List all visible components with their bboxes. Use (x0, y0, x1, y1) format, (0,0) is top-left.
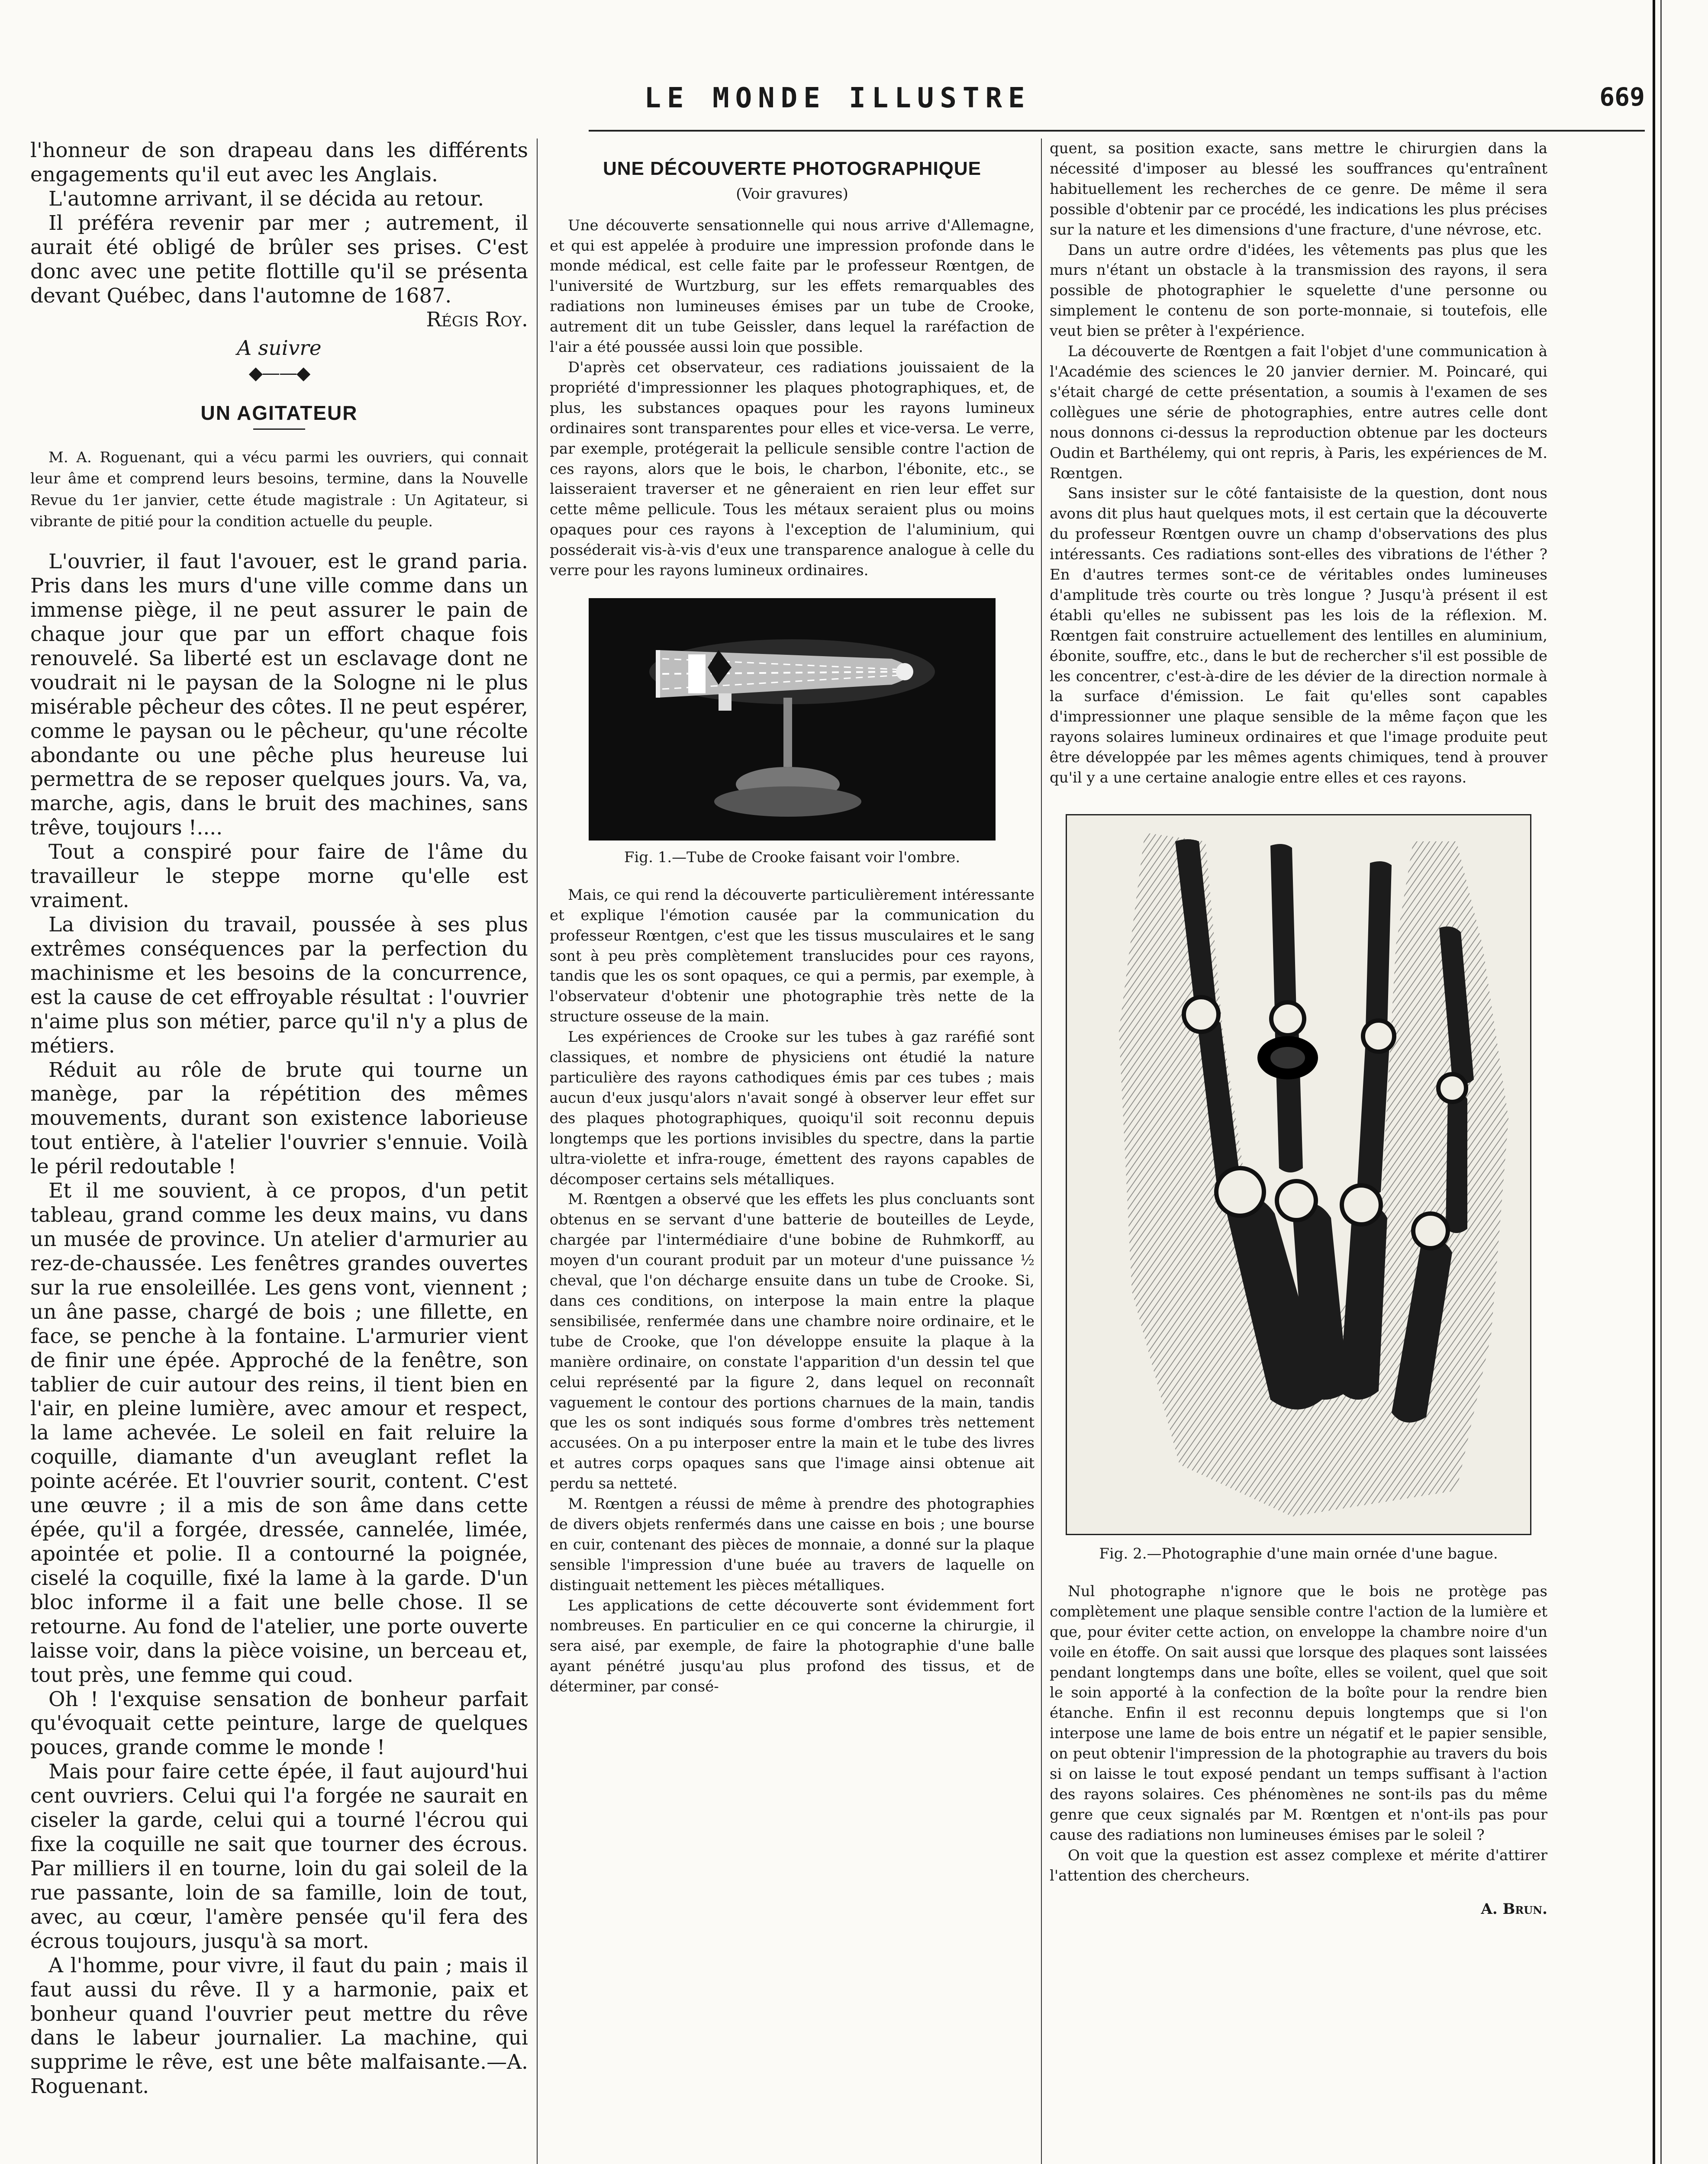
article-title-decouverte: UNE DÉCOUVERTE PHOTOGRAPHIQUE (603, 158, 982, 179)
article-paragraph: M. Rœntgen a observé que les effets les plus concluants sont obtenus en se servant d'une batterie de bouteilles de Leyde, chargée par l'intermédiaire d'une bobine de Ruhmkorff, au moyen d'un courant produit par un moteur d'une puissance ½ cheval, que l'on décharge ensuite dans un tube de Crooke. Si, dans ces conditions, on interpose la main entre la plaque sensibilisée, renfermée dans une chambre noire ordinaire, et le tube de Crooke, que l'on développe ensuite la plaque à la manière ordinaire, on constate l'apparition d'un dessin tel que celui représenté par la figure 2, dans lequel on reconnaît vaguement le contour des portions charnues de la main, tandis que les os sont indiqués sous forme d'ombres très nettement accusées. On a pu interposer entre la main et le tube des livres et autres corps opaques sans que l'image ainsi obtenue ait perdu sa netteté. (550, 1191, 1034, 1493)
column-2 (550, 138, 1034, 2164)
crookes-tube-icon (589, 598, 996, 840)
a-suivre: A suivre (237, 336, 322, 361)
article-subtitle: (Voir gravures) (736, 185, 848, 203)
page-edge (1653, 0, 1655, 2164)
xray-hand-icon (1067, 815, 1530, 1534)
ornament-divider: ◆——◆ (248, 362, 310, 384)
page-number: 669 (1599, 82, 1645, 112)
fig1-caption: Fig. 1.—Tube de Crooke faisant voir l'ombre. (624, 848, 960, 866)
article-paragraph: Tout a conspiré pour faire de l'âme du travailleur le steppe morne qu'elle est vraiment. (30, 840, 528, 913)
article-paragraph: Mais, ce qui rend la découverte particulièrement intéressante et explique l'émotion causée par la communication du professeur Rœntgen, c'est que les tissus musculaires et le sang sont à peu près complètement translucides pour ces rayons, tandis que les os sont opaques, ce qui a permis, par exemple, à l'observateur d'obtenir une photographie très nette de la structure osseuse de la main. (550, 886, 1034, 1026)
article-paragraph: Réduit au rôle de brute qui tourne un manège, par la répétition des mêmes mouvements, durant son existence laborieuse tout entière, à l'atelier l'ouvrier s'ennuie. Voilà le péril redoutable ! (30, 1058, 528, 1179)
article-paragraph: D'après cet observateur, ces radiations jouissaient de la propriété d'impressionner les plaques photographiques, et, de plus, les substances opaques pour les rayons lumineux ordinaires sont transparentes pour elles et vice-versa. Le verre, par exemple, protégerait la pellicule sensible contre l'action de ces rayons, alors que le bois, le charbon, l'ébonite, etc., se laisseraient traverser et ne gêneraient en rien leur effet sur cette même pellicule. Tous les métaux seraient plus ou moins opaques pour ces rayons à l'exception de l'aluminium, qui posséderait vis-à-vis d'eux une transparence analogue à celle du verre pour les rayons lumineux ordinaires. (550, 358, 1034, 580)
column-1 (30, 138, 528, 2164)
article-paragraph: Les expériences de Crooke sur les tubes à gaz raréfié sont classiques, et nombre de physiciens ont étudié la nature particulière des rayons cathodiques émis par ces tubes ; mais aucun d'eux jusqu'alors n'avait songé à observer leur effet sur des plaques photographiques, quoiqu'il soit reconnu depuis longtemps que les portions invisibles du spectre, dans la partie ultra-violette et infra-rouge, émettent des rayons capables de décomposer certains sels métalliques. (550, 1028, 1034, 1188)
article-paragraph: L'ouvrier, il faut l'avouer, est le grand paria. Pris dans les murs d'une ville comme dans un immense piège, il ne peut assurer le pain de chaque jour que par un effort chaque fois renouvelé. Sa liberté est un esclavage dont ne voudrait ni le paysan de la Sologne ni le plus misérable pêcheur des côtes. Il ne peut espérer, comme le paysan ou le pêcheur, qu'une récolte abondante ou une pêche plus heureuse lui permettra de se reposer quelques jours. Va, va, marche, agis, dans le bruit des machines, sans trêve, toujours !.... (30, 550, 528, 840)
page-edge-2 (1660, 0, 1662, 2164)
masthead-title: LE MONDE ILLUSTRE (644, 82, 1031, 114)
article-paragraph: On voit que la question est assez complexe et mérite d'attirer l'attention des chercheurs. (1050, 1846, 1547, 1884)
article-paragraph: Et il me souvient, à ce propos, d'un petit tableau, grand comme les deux mains, vu dans un musée de province. Un atelier d'armurier au rez-de-chaussée. Les fenêtres grandes ouvertes sur la rue ensoleillée. Les gens vont, viennent ; un âne passe, chargé de bois ; une fillette, en face, se penche à la fontaine. L'armurier vient de finir une épée. Approché de la fenêtre, son tablier de cuir autour des reins, il tient bien en l'air, en pleine lumière, avec amour et respect, la lame achevée. Le soleil en fait reluire la coquille, diamante d'un aveuglant reflet la pointe acérée. Et l'ouvrier sourit, content. C'est une œuvre ; il a mis de son âme dans cette épée, qu'il a forgée, dressée, cannelée, limée, apointée et polie. Il a contourné la poignée, ciselé la coquille, fixé la lame à la garde. D'un bloc informe il a fait une belle chose. Il se retourne. Au fond de l'atelier, une porte ouverte laisse voir, dans la pièce voisine, un berceau et, tout près, une femme qui coud. (30, 1179, 528, 1687)
article-paragraph: Dans un autre ordre d'idées, les vêtements pas plus que les murs n'étant un obstacle à la transmission des rayons, il sera possible de photographier le squelette d'une personne ou simplement le contenu de son porte-monnaie, si toutefois, elle veut bien se prêter à l'expérience. (1050, 241, 1547, 340)
article-paragraph: Nul photographe n'ignore que le bois ne protège pas complètement une plaque sensible contre l'action de la lumière et que, pour éviter cette action, on enveloppe la chambre noire d'un voile en étoffe. On sait aussi que lorsque des plaques sont laissées pendant longtemps dans une boîte, elles se voilent, quel que soit le soin apporté à la confection de la boîte pour la rendre bien étanche. Enfin il est reconnu depuis longtemps que si l'on interpose une lame de bois entre un négatif et le papier sensible, on peut obtenir l'impression de la photographie au travers du bois si on laisse le tout exposé pendant un temps suffisant à l'action des rayons solaires. Ces phénomènes ne sont-ils pas du même genre que ceux signalés par M. Rœntgen et n'ont-ils pas pour cause des radiations non lumineuses émises par le soleil ? (1050, 1582, 1547, 1844)
page-header (30, 78, 1645, 126)
fig2-caption: Fig. 2.—Photographie d'une main ornée d'une bague. (1099, 1545, 1498, 1562)
article-paragraph: quent, sa position exacte, sans mettre le chirurgien dans la nécessité d'imposer au blessé les souffrances qu'entraînent habituellement les recherches de ce genre. De même il sera possible d'obtenir par ce procédé, les indications les plus précises sur la nature et les dimensions d'une fracture, d'une névrose, etc. (1050, 140, 1547, 238)
header-rule (589, 130, 1645, 132)
continuation-paragraph: Il préféra revenir par mer ; autrement, il aurait été obligé de brûler ses prises. C'est donc avec une petite flottille qu'il se présenta devant Québec, dans l'automne de 1687. (30, 211, 528, 308)
xray-hand-figure (1066, 814, 1531, 1535)
crookes-tube-figure (589, 598, 996, 840)
article-title-agitateur: UN AGITATEUR (200, 402, 358, 425)
author-signature: Régis Roy. (426, 308, 528, 332)
column-divider-1 (537, 138, 538, 2164)
article-paragraph: Oh ! l'exquise sensation de bonheur parfait qu'évoquait cette peinture, large de quelques pouces, grande comme le monde ! (30, 1687, 528, 1760)
article-intro: M. A. Roguenant, qui a vécu parmi les ouvriers, qui connait leur âme et comprend leurs besoins, termine, dans la Nouvelle Revue du 1er janvier, cette étude magistrale : Un Agitateur, si vibrante de pitié pour la condition actuelle du peuple. (30, 449, 528, 530)
article-paragraph: A l'homme, pour vivre, il faut du pain ; mais il faut aussi du rêve. Il y a harmonie, paix et bonheur quand l'ouvrier peut mettre du rêve dans le labeur journalier. La machine, qui supprime le rêve, est une bête malfaisante.—A. Roguenant. (30, 1953, 528, 2099)
article-paragraph: Les applications de cette découverte sont évidemment fort nombreuses. En particulier en ce qui concerne la chirurgie, il sera aisé, par exemple, de faire la photographie d'une balle ayant pénétré jusqu'au plus profond des tissus, et de déterminer, par consé- (550, 1597, 1034, 1696)
continuation-paragraph: l'honneur de son drapeau dans les différents engagements qu'il eut avec les Anglais. (30, 138, 528, 187)
article-paragraph: Une découverte sensationnelle qui nous arrive d'Allemagne, et qui est appelée à produire une impression profonde dans le monde médical, est celle faite par le professeur Rœntgen, de l'université de Wurtzburg, sur les effets remarquables des radiations non lumineuses émises par un tube de Crooke, autrement dit un tube Geissler, dans lequel la raréfaction de l'air a été poussée aussi loin que possible. (550, 216, 1034, 356)
title-rule (253, 428, 305, 430)
column-3 (1050, 138, 1547, 2164)
column-divider-2 (1041, 138, 1042, 2164)
article-paragraph: Mais pour faire cette épée, il faut aujourd'hui cent ouvriers. Celui qui l'a forgée ne saurait en ciseler la garde, celui qui a tourné l'écrou qui fixe la coquille ne sait que tourner des écrous. Par milliers il en tourne, loin du gai soleil de la rue passante, loin de sa famille, loin de tout, avec, au cœur, l'amère pensée qu'il fera des écrous toujours, jusqu'à sa mort. (30, 1760, 528, 1953)
continuation-paragraph: L'automne arrivant, il se décida au retour. (48, 187, 484, 211)
article-paragraph: M. Rœntgen a réussi de même à prendre des photographies de divers objets renfermés dans une caisse en bois ; une bourse en cuir, contenant des pièces de monnaie, a donné sur la plaque sensible l'impression d'une buée au travers de laquelle on distinguait nettement les pièces métalliques. (550, 1495, 1034, 1594)
article-paragraph: La découverte de Rœntgen a fait l'objet d'une communication à l'Académie des sciences le 20 janvier dernier. M. Poincaré, qui s'était chargé de cette présentation, a soumis à l'examen de ses collègues une série de photographies, entre autres celle dont nous donnons ci-dessus la reproduction obtenue par les docteurs Oudin et Barthélemy, qui ont repris, à Paris, les expériences de M. Rœntgen. (1050, 343, 1547, 482)
author-signature: A. Brun. (1481, 1900, 1547, 1918)
article-paragraph: Sans insister sur le côté fantaisiste de la question, dont nous avons dit plus haut quelques mots, il est certain que la découverte du professeur Rœntgen ouvre un champ d'observations des plus intéressants. Ces radiations sont-elles des vibrations de l'éther ? En d'autres termes sont-ce de véritables ondes lumineuses d'amplitude très courte ou très longue ? Jusqu'à présent il est établi qu'elles ne subissent pas les lois de la réflexion. M. Rœntgen fait construire actuellement des lentilles en aluminium, ébonite, souffre, etc., dans le but de rechercher s'il est possible de les concentrer, c'est-à-dire de les dévier de la direction normale à la surface d'émission. Le fait qu'elles sont capables d'impressionner une plaque sensible de la même façon que les rayons solaires lumineux ordinaires et que l'image produite peut être développée par les mêmes agents chimiques, tend à prouver qu'il y a une certaine analogie entre elles et ces rayons. (1050, 485, 1547, 787)
article-paragraph: La division du travail, poussée à ses plus extrêmes conséquences par la perfection du machinisme et les besoins de la concurrence, est la cause de cet effroyable résultat : l'ouvrier n'aime plus son métier, parce qu'il n'y a plus de métiers. (30, 913, 528, 1058)
